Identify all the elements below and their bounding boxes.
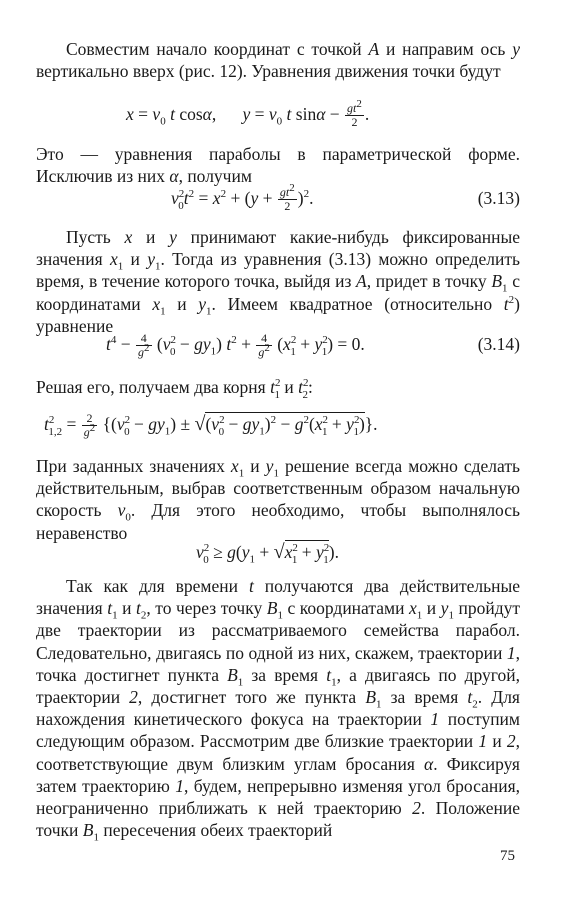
equation-roots: $t^2_{1,2}$ = $\frac{2}{g^2}$ $\{(v^2_0 - gy_1) \pm √(v^2_0 - gy_1)^2 - g^2(x^2_1 + y^2_1)\}$. [44,411,378,440]
paragraph-6-text: Так как для времени t получаются два действительные значения $t_1$ и $t_2$, то через точку $B_1$ с координатами $x_1$ и $y_1$ пройдут две траектории из рассматриваемого семейства парабол. Следовательно, двигаясь по одной из них, скажем, траектории 1, точка достигнет пункта $B_1$ за время $t_1$, а двигаясь по другой, траектории 2, достигнет того же пункта $B_1$ за время $t_2$. Для нахождения кинетического фокуса на траектории 1 поступим следующим образом. Рассмотрим две близкие траектории 1 и 2, соответствующие двум близким углам бросания α. Фиксируя затем траекторию 1, будем, непрерывно изменяя угол бросания, неограниченно приближать к ней траекторию 2. Положение точки $B_1$ пересечения обеих траекторий [36,576,520,844]
paragraph-3-text: Пусть x и y принимают какие-нибудь фиксированные значения $x_1$ и $y_1$. Тогда из уравнения (3.13) можно определить время, в течение которого точка, выйдя из A, придет в точку $B_1$ с координатами $x_1$ и $y_1$. Имеем квадратное (относительно $t^2$) уравнение [36,227,520,336]
equation-3-13: $v^2_0t^2 = x^2 + (y$ + $\frac{gt^2}{2}$ )$^2$. (3.13) [171,182,520,214]
paragraph-4 [36,376,520,401]
paragraph-1-text: Совместим начало координат с точкой A и направим ось y вертикально вверх (рис. 12). Уравнения движения точки будут [36,39,520,82]
page-number: 75 [500,848,515,864]
equation-motion: $x = v_0$ t cosα, $y = v_0$ t sinα − $\frac{gt^2}{2}$ . [126,98,370,130]
equation-3-14: $t^4$ − $\frac{4}{g^2}$ $(v^2_0 - gy_1) t^2$ + $\frac{4}{g^2}$ $(x^2_1 + y^2_1) = 0$. (3.14) [106,331,520,360]
paragraph-3 [36,226,520,337]
paragraph-5-text: При заданных значениях $x_1$ и $y_1$ решение всегда можно сделать действительным, выбрав соответственным образом начальную скорость $v_0$. Для этого необходимо, чтобы выполнялось неравенство [36,456,520,543]
equation-inequality: $v^2_0 \ge g(y_1 + √x^2_1 + y^2_1)$. [196,541,339,566]
equation-number-3-13: (3.13) [477,188,520,208]
paragraph-2 [36,143,520,187]
equation-number-3-14: (3.14) [477,334,520,354]
paragraph-2-text: Это — уравнения параболы в параметрической форме. Исключив из них α, получим [36,144,520,187]
paragraph-4-text: Решая его, получаем два корня $t^2_1$ и $t^2_2$: [36,377,313,401]
paragraph-5 [36,455,520,544]
paragraph-1 [36,38,520,82]
paragraph-6 [36,575,520,844]
